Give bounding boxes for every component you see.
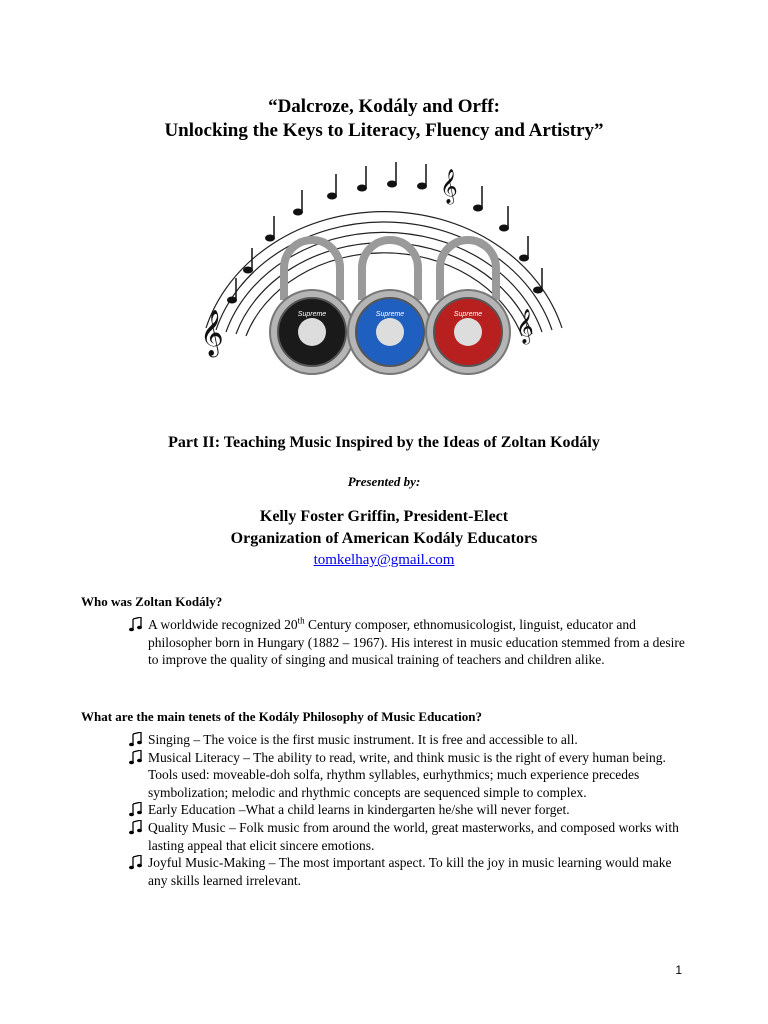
tenets-list [129, 731, 689, 889]
red-padlock [426, 240, 510, 374]
list-item-text: A worldwide recognized 20 [148, 617, 298, 632]
treble-clef-icon: 𝄞 [516, 309, 534, 344]
list-item-text: Musical Literacy – The ability to read, write, and think music is the right of every human being. Tools used: moveable-doh solfa, rhythm syllables, eurhythmics; much experience precedes symbolization; melodic and rhythmic concepts are sequenced simple to complex. [148, 749, 666, 800]
padlocks-music-staff-illustration [186, 150, 582, 390]
list-item [129, 854, 689, 889]
presented-by-label: Presented by: [347, 474, 421, 489]
music-note-bullet-icon [129, 855, 143, 870]
list-item-text: Joyful Music-Making – The most important aspect. To kill the joy in music learning would make any skills learned irrelevant. [148, 855, 672, 888]
list-item-text: Century composer, ethnomusicologist, linguist, educator and philosopher born in Hungary (1882 – 1967). His interest in music education stemmed from a desire to improve the quality of singing and musical training of teachers and children alike. [148, 617, 685, 668]
music-note-bullet-icon [129, 820, 143, 835]
list-item [129, 616, 689, 669]
document-title-line-1: “Dalcroze, Kodály and Orff: [268, 96, 500, 117]
lock-brand-label: Supreme [453, 311, 483, 318]
music-note-bullet-icon [129, 732, 143, 747]
list-item-text: Singing – The voice is the first music instrument. It is free and accessible to all. [148, 732, 578, 747]
list-item-text: Quality Music – Folk music from around the world, great masterworks, and composed works with lasting appeal that elicit sincere emotions. [148, 819, 679, 853]
organization-name: Organization of American Kodály Educators [230, 530, 538, 547]
ordinal-suffix: th [297, 615, 305, 626]
who-list [129, 616, 689, 669]
blue-padlock [348, 240, 432, 374]
music-note-bullet-icon [129, 617, 143, 632]
music-note-bullet-icon [129, 802, 143, 817]
list-item [129, 819, 689, 854]
music-note-bullet-icon [129, 750, 143, 765]
email-link[interactable] [0, 552, 768, 569]
page-number: 1 [675, 963, 682, 977]
section-heading-tenets: What are the main tenets of the Kodály Philosophy of Music Education? [81, 709, 482, 724]
black-padlock [270, 240, 354, 374]
list-item [129, 801, 689, 819]
lock-brand-label: Supreme [297, 311, 327, 318]
treble-clef-icon: 𝄞 [440, 169, 458, 204]
list-item [129, 731, 689, 749]
part-title: Part II: Teaching Music Inspired by the Ideas of Zoltan Kodály [168, 434, 600, 451]
presenter-name: Kelly Foster Griffin, President-Elect [259, 508, 509, 525]
list-item [129, 749, 689, 802]
section-heading-who: Who was Zoltan Kodály? [81, 594, 223, 609]
email-text[interactable]: tomkelhay@gmail.com [313, 552, 455, 568]
document-title-line-2: Unlocking the Keys to Literacy, Fluency and Artistry” [164, 120, 604, 141]
list-item-text: Early Education –What a child learns in kindergarten he/she will never forget. [148, 802, 570, 818]
treble-clef-icon: 𝄞 [200, 310, 224, 356]
lock-brand-label: Supreme [375, 311, 405, 318]
